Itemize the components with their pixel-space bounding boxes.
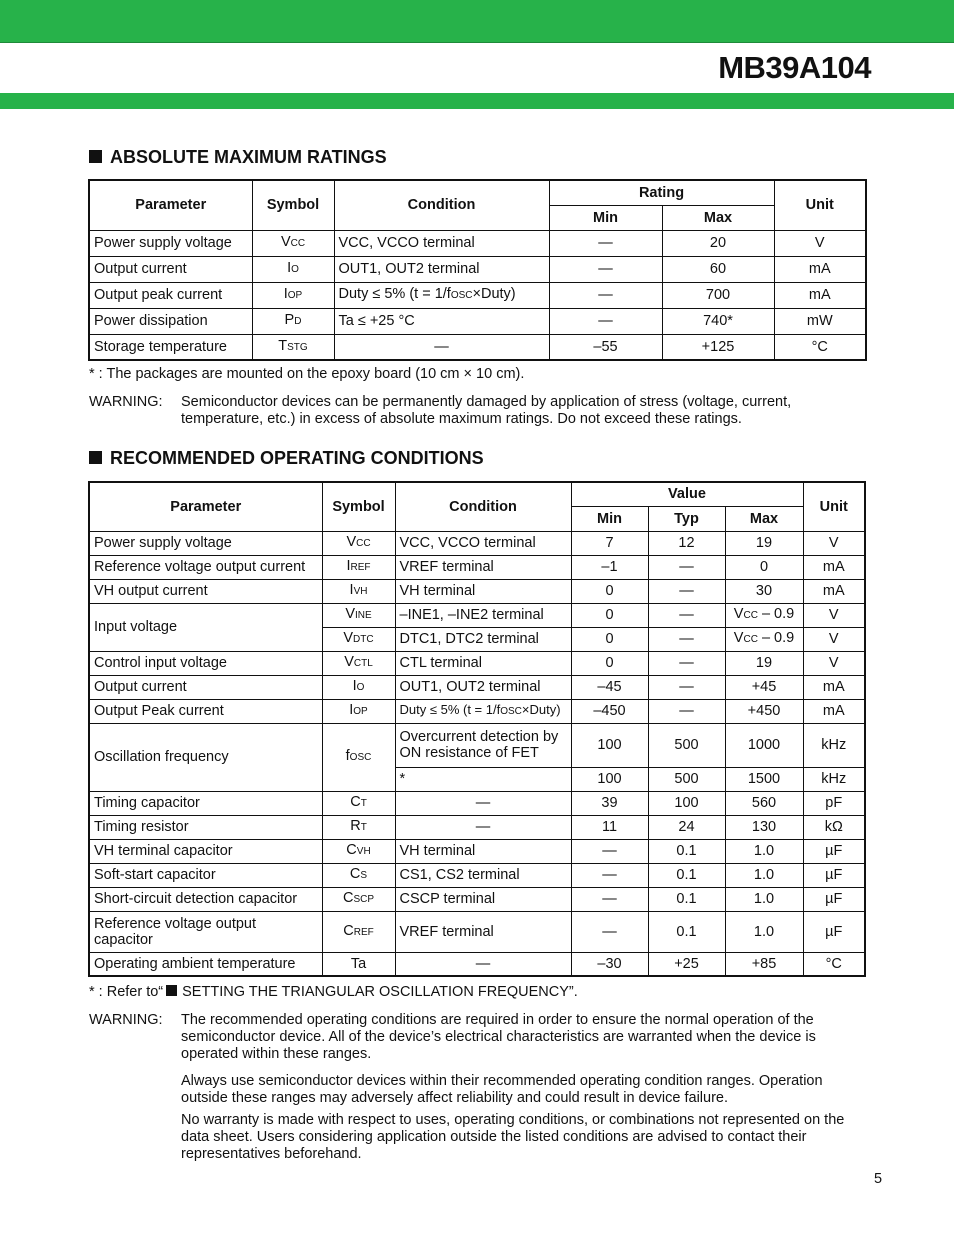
abs-warning-label: WARNING: [89,394,163,410]
table-row: Power supply voltage VCC VCC, VCCO terminal — 20 V [89,230,866,256]
table-row: Power supply voltage VCC VCC, VCCO terminal 7 12 19 V [89,531,865,555]
table-row: Timing resistor RT — 11 24 130 kΩ [89,815,865,839]
table-row: VDTC DTC1, DTC2 terminal 0 — VCC – 0.9 V [89,627,865,651]
col-header-condition: Condition [395,482,571,531]
table-row: Output peak current IOP Duty ≤ 5% (t = 1/fOSC×Duty) — 700 mA [89,282,866,308]
col-header-min: Min [571,506,648,531]
recommended-conditions-table [88,481,866,977]
table-row: Soft-start capacitor CS CS1, CS2 terminal — 0.1 1.0 µF [89,863,865,887]
col-header-max: Max [725,506,803,531]
col-header-unit: Unit [803,482,865,531]
table-row: Output current IO OUT1, OUT2 terminal –45 — +45 mA [89,675,865,699]
rec-warning-text-2: Always use semiconductor devices within their recommended operating condition ranges. Operation outside these ranges may adversely affect reliability and could result in device failure. [181,1073,823,1106]
col-header-rating: Rating [549,180,774,205]
abs-footnote: * : The packages are mounted on the epoxy board (10 cm × 10 cm). [89,366,525,382]
col-header-typ: Typ [648,506,725,531]
table-row: VH output current IVH VH terminal 0 — 30 mA [89,579,865,603]
rec-footnote: * : Refer to“ SETTING THE TRIANGULAR OSCILLATION FREQUENCY”. [89,984,578,1000]
header-band-bottom [0,93,954,109]
table-row: Output Peak current IOP Duty ≤ 5% (t = 1/fOSC×Duty) –450 — +450 mA [89,699,865,723]
table-row: Operating ambient temperature Ta — –30 +25 +85 °C [89,952,865,976]
header-band-top [0,0,954,43]
col-header-parameter: Parameter [89,482,322,531]
table-row: Storage temperature TSTG — –55 +125 °C [89,334,866,360]
table-row: Output current IO OUT1, OUT2 terminal — 60 mA [89,256,866,282]
table-row: Timing capacitor CT — 39 100 560 pF [89,791,865,815]
col-header-max: Max [662,205,774,230]
col-header-symbol: Symbol [322,482,395,531]
rec-warning-text-3: No warranty is made with respect to uses, operating conditions, or combinations not represented on the data sheet. Users considering application outside the listed conditions are advised to contact their representatives beforehand. [181,1112,845,1162]
col-header-parameter: Parameter [89,180,252,230]
col-header-min: Min [549,205,662,230]
table-row: Control input voltage VCTL CTL terminal 0 — 19 V [89,651,865,675]
abs-warning-text: Semiconductor devices can be permanently damaged by application of stress (voltage, current, temperature, etc.) in excess of absolute maximum ratings. Do not exceed these ratings. [181,394,792,427]
rec-warning-text-1: The recommended operating conditions are required in order to ensure the normal operation of the semiconductor device. All of the device’s electrical characteristics are warranted when the device is operated within these ranges. [181,1012,816,1062]
table-row: Oscillation frequency fOSC Overcurrent detection by ON resistance of FET 100 500 1000 kHz [89,723,865,767]
table-row: Reference voltage output current IREF VREF terminal –1 — 0 mA [89,555,865,579]
table-row: Power dissipation PD Ta ≤ +25 °C — 740* mW [89,308,866,334]
table-row: Short-circuit detection capacitor CSCP CSCP terminal — 0.1 1.0 µF [89,887,865,911]
rec-section-title: RECOMMENDED OPERATING CONDITIONS [89,448,484,469]
square-bullet-icon [166,985,177,996]
square-bullet-icon [89,451,102,464]
col-header-value: Value [571,482,803,506]
col-header-condition: Condition [334,180,549,230]
page-number: 5 [874,1171,883,1187]
abs-section-title: ABSOLUTE MAXIMUM RATINGS [89,147,387,168]
document-title: MB39A104 [718,50,871,85]
abs-max-ratings-table [88,179,867,361]
col-header-unit: Unit [774,180,866,230]
square-bullet-icon [89,150,102,163]
table-row: Reference voltage output capacitor CREF VREF terminal — 0.1 1.0 µF [89,911,865,952]
table-row: VH terminal capacitor CVH VH terminal — 0.1 1.0 µF [89,839,865,863]
col-header-symbol: Symbol [252,180,334,230]
rec-warning-label: WARNING: [89,1012,163,1028]
table-row: Input voltage VINE –INE1, –INE2 terminal 0 — VCC – 0.9 V [89,603,865,627]
table-row: * 100 500 1500 kHz [89,767,865,791]
